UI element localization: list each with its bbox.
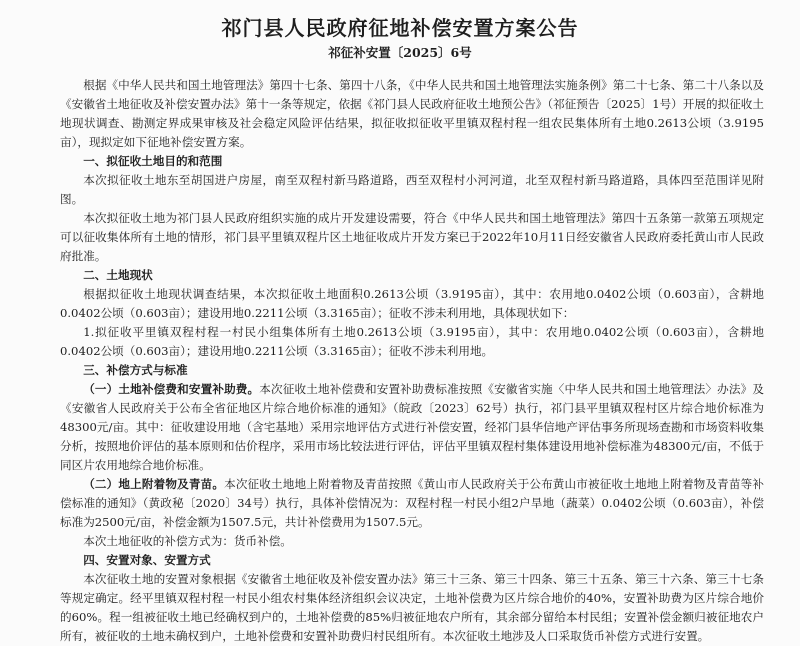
subsection-2-text: 本次征收土地地上附着物及青苗按照《黄山市人民政府关于公布黄山市被征收土地地上附着物及青苗等补偿标准的通知》（黄政秘〔2020〕34号）执行，具体补偿情况为：双程村程一村民小组2户旱地（蔬菜）0.0402公顷（0.603亩），补偿标准为2500元/亩，补偿金额为1507.5元，共计补偿费用为1507.5元。 (60, 477, 764, 529)
section-3-heading: 三、补偿方式与标准 (83, 363, 188, 377)
section-4-paragraph-1: 本次征收土地的安置对象根据《安徽省土地征收及补偿安置办法》第三十三条、第三十四条、第三十五条、第三十六条、第三十七条等规定确定。经平里镇双程村程一村民小组农村集体经济组织会议决定，土地补偿费为区片综合地价的40%，安置补助费为区片综合地价的60%。程一组被征收土地已经确权到户的，土地补偿费的85%归被征地农户所有，其余部分留给本村民组；安置补偿金额归被征地农户所有，被征收的土地未确权到户，土地补偿费和安置补助费归村民组所有。本次征收土地涉及人口采取货币补偿方式进行安置。 (60, 572, 764, 643)
section-2-paragraph-2: 1.拟征收平里镇双程村程一村民小组集体所有土地0.2613公顷（3.9195亩），其中：农用地0.0402公顷（0.603亩），含耕地0.0402公顷（0.603亩）；建设用地0.2211公顷（3.3165亩）；征收不涉未利用地。 (60, 325, 764, 358)
document-body (60, 76, 764, 646)
section-1-paragraph-2: 本次拟征收土地为祁门县人民政府组织实施的成片开发建设需要，符合《中华人民共和国土地管理法》第四十五条第一款第五项规定可以征收集体所有土地的情形，祁门县平里镇双程片区土地征收成片开发方案已于2022年10月11日经安徽省人民政府委托黄山市人民政府批准。 (60, 211, 764, 263)
section-3-subsection-1 (60, 380, 764, 475)
section-3-subsection-2 (60, 475, 764, 532)
document-title: 祁门县人民政府征地补偿安置方案公告 (221, 16, 579, 40)
intro-paragraph: 根据《中华人民共和国土地管理法》第四十七条、第四十八条，《中华人民共和国土地管理法实施条例》第二十七条、第二十八条以及《安徽省土地征收及补偿安置办法》第十一条等规定，依据《祁门县人民政府征收土地预公告》（祁征预告〔2025〕1号）开展的拟征收土地现状调查、勘测定界成果审核及社会稳定风险评估结果，拟征收拟征收平里镇双程村程一组农民集体所有土地0.2613公顷（3.9195亩），现拟定如下征地补偿安置方案。 (60, 78, 764, 149)
section-2-paragraph-1: 根据拟征收土地现状调查结果，本次拟征收土地面积0.2613公顷（3.9195亩），其中：农用地0.0402公顷（0.603亩），含耕地0.0402公顷（0.603亩）；建设用地0.2211公顷（3.3165亩）；征收不涉未利用地，具体现状如下： (60, 287, 764, 320)
document-number: 祁征补安置〔2025〕6号 (328, 45, 472, 60)
section-4-heading: 四、安置对象、安置方式 (83, 553, 211, 567)
section-2-heading: 二、土地现状 (83, 268, 153, 282)
subsection-2-heading: （二）地上附着物及青苗。 (83, 477, 225, 491)
section-1-heading: 一、拟征收土地目的和范围 (83, 154, 223, 168)
section-3-paragraph-3: 本次土地征收的补偿方式为：货币补偿。 (83, 534, 292, 548)
subsection-1-heading: （一）土地补偿费和安置补助费。 (83, 382, 260, 396)
subsection-1-text: 本次征收土地补偿费和安置补助费标准按照《安徽省实施〈中华人民共和国土地管理法〉办法》及《安徽省人民政府关于公布全省征地区片综合地价标准的通知》（皖政〔2023〕62号）执行，祁门县平里镇双程村区片综合地价标准为48300元/亩。其中：征收建设用地（含宅基地）采用宗地评估方式进行补偿安置，经祁门县华信地产评估事务所现场查勘和市场资料收集分析，按照地价评估的基本原则和估价程序，采用市场比较法进行评估，评估平里镇双程村集体建设用地补偿标准为48300元/亩，不低于同区片农用地综合地价标准。 (60, 382, 764, 472)
section-1-paragraph-1: 本次拟征收土地东至胡国进户房屋，南至双程村新马路道路，西至双程村小河河道，北至双程村新马路道路，具体四至范围详见附图。 (60, 173, 764, 206)
